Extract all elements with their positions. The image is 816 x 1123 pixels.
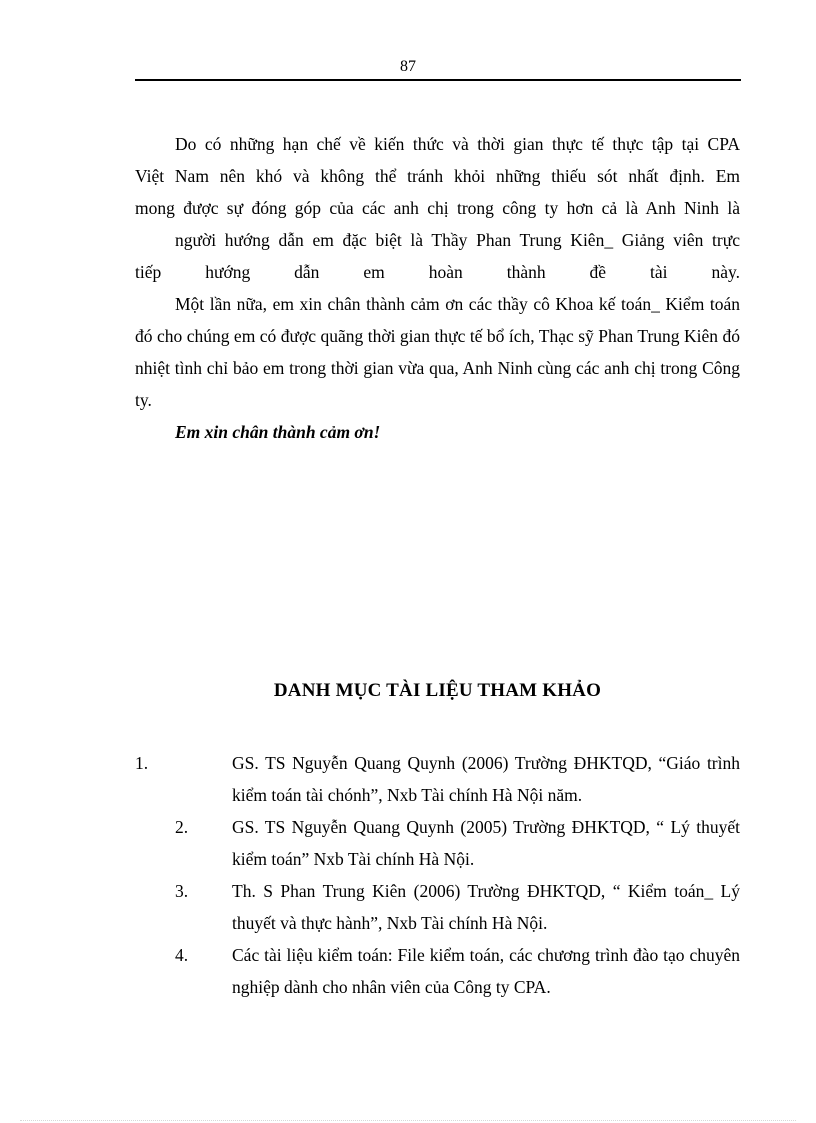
acknowledgement-p2-line2: tiếp hướng dẫn em hoàn thành đề tài này. xyxy=(135,262,740,282)
reference-text: GS. TS Nguyễn Quang Quynh (2006) Trường ĐHKTQD, “Giáo trình kiểm toán tài chónh”, Nxb Tài chính Hà Nội năm. xyxy=(232,753,740,805)
closing-thanks: Em xin chân thành cảm ơn! xyxy=(175,422,381,442)
reference-item xyxy=(135,939,740,1003)
reference-item xyxy=(135,875,740,939)
acknowledgement-p3: Một lần nữa, em xin chân thành cảm ơn các thầy cô Khoa kế toán_ Kiểm toán đó cho chúng em có được quãng thời gian thực tế bổ ích, Thạc sỹ Phan Trung Kiên đó nhiệt tình chỉ bảo em trong thời gian vừa qua, Anh Ninh cùng các anh chị trong Công ty. xyxy=(135,294,740,410)
header-rule xyxy=(135,79,741,81)
reference-text: Th. S Phan Trung Kiên (2006) Trường ĐHKTQD, “ Kiểm toán_ Lý thuyết và thực hành”, Nxb Tài chính Hà Nội. xyxy=(232,881,740,933)
reference-number: 4. xyxy=(175,945,189,965)
reference-number: 3. xyxy=(175,881,189,901)
reference-item xyxy=(135,811,740,875)
acknowledgement-p1-line1: Do có những hạn chế về kiến thức và thời gian thực tế thực tập tại CPA xyxy=(175,134,740,154)
reference-text: Các tài liệu kiểm toán: File kiểm toán, các chương trình đào tạo chuyên nghiệp dành cho nhân viên của Công ty CPA. xyxy=(232,945,740,997)
acknowledgement-p1-line2: Việt Nam nên khó và không thể tránh khỏi những thiếu sót nhất định. Em xyxy=(135,166,740,186)
acknowledgement-section xyxy=(135,128,740,448)
acknowledgement-p2-line1: người hướng dẫn em đặc biệt là Thầy Phan Trung Kiên_ Giảng viên trực xyxy=(175,230,740,250)
reference-number: 2. xyxy=(175,817,189,837)
page-number: 87 xyxy=(400,58,416,75)
reference-item xyxy=(135,747,740,811)
reference-number: 1. xyxy=(135,753,149,773)
acknowledgement-p1-line3: mong được sự đóng góp của các anh chị trong công ty hơn cả là Anh Ninh là xyxy=(135,198,740,218)
references-title: DANH MỤC TÀI LIỆU THAM KHẢO xyxy=(273,680,602,701)
references-list xyxy=(135,747,740,1003)
footer-divider xyxy=(20,1120,796,1121)
reference-text: GS. TS Nguyễn Quang Quynh (2005) Trường ĐHKTQD, “ Lý thuyết kiểm toán” Nxb Tài chính Hà Nội. xyxy=(232,817,740,869)
